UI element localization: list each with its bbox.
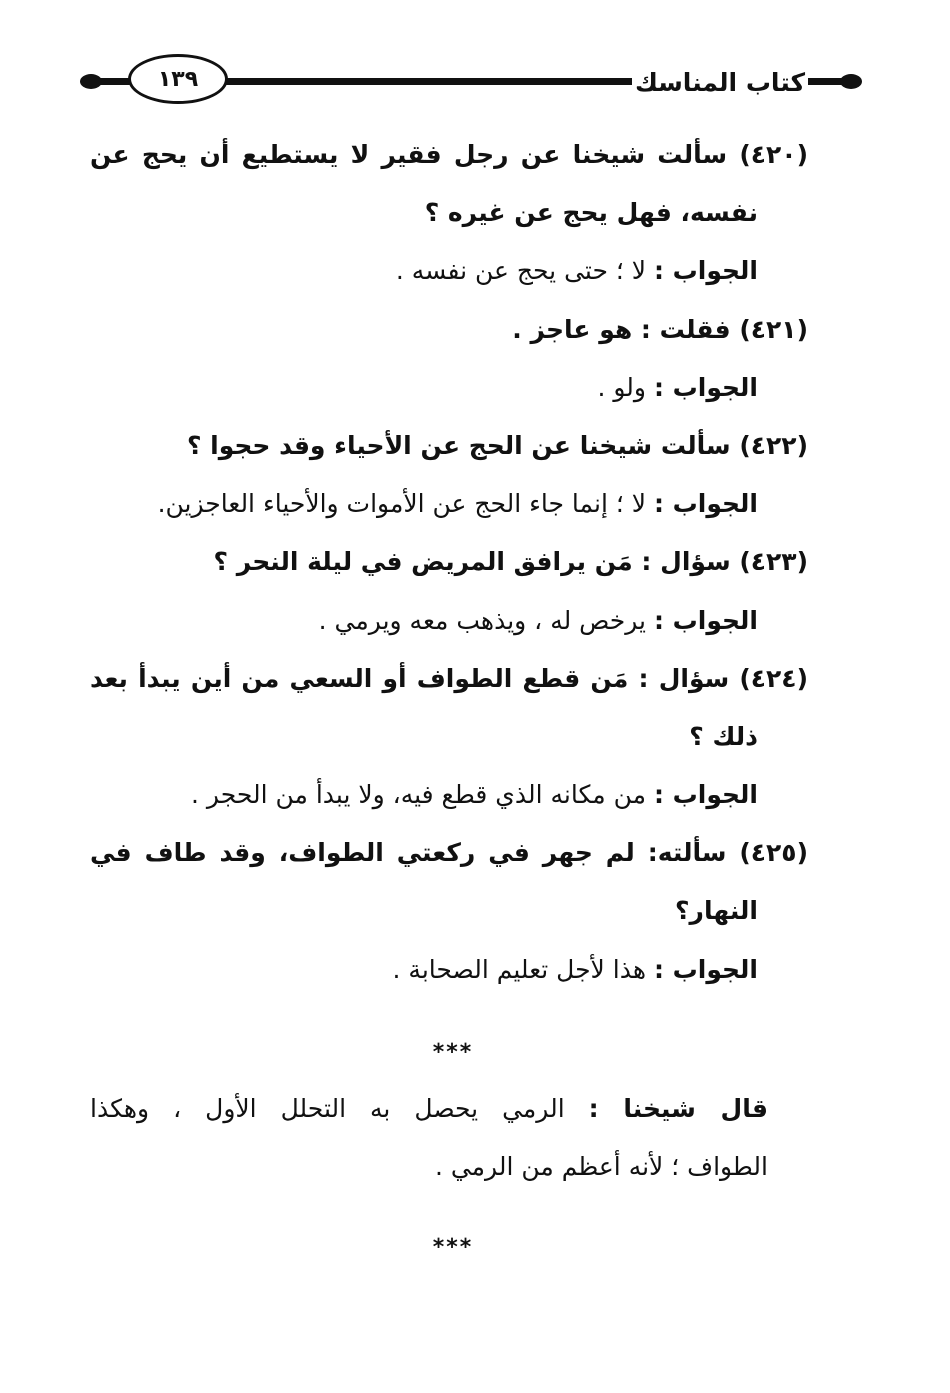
answer-text: لا ؛ إنما جاء الحج عن الأموات والأحياء العاجزين.: [157, 489, 654, 519]
answer-424: [90, 766, 808, 824]
running-title: [632, 58, 808, 106]
answer-label: الجواب :: [653, 954, 758, 984]
closing-line-2: الطواف ؛ لأنه أعظم من الرمي .: [434, 1152, 768, 1182]
question-421: (٤٢١) فقلت : هو عاجز .: [512, 314, 808, 344]
section-separator: ***: [432, 1040, 474, 1065]
question-424-line-1: (٤٢٤) سؤال : مَن قطع الطواف أو السعي من أين يبدأ بعد: [90, 663, 808, 693]
answer-label: الجواب :: [653, 372, 758, 402]
answer-label: الجواب :: [653, 489, 758, 519]
qa-content: [90, 126, 808, 999]
question-424-line-2: ذلك ؟: [689, 721, 758, 751]
closing-note: [90, 1080, 768, 1196]
question-420-line-1: (٤٢٠) سألت شيخنا عن رجل فقير لا يستطيع أن يحج عن: [90, 140, 808, 169]
header-ornament-left: [80, 74, 102, 89]
answer-425: [90, 941, 808, 999]
question-425-line-2: النهار؟: [675, 896, 758, 926]
question-423: (٤٢٣) سؤال : مَن يرافق المريض في ليلة النحر ؟: [213, 547, 808, 577]
page-number: ١٣٩: [157, 66, 199, 92]
answer-label: الجواب :: [653, 780, 758, 810]
closing-text-1: الرمي يحصل به التحلل الأول ، وهكذا: [90, 1094, 589, 1123]
answer-text: هذا لأجل تعليم الصحابة .: [392, 954, 654, 984]
closing-line-1: [90, 1080, 768, 1138]
answer-422: [90, 475, 808, 533]
answer-423: [90, 592, 808, 650]
answer-label: الجواب :: [653, 256, 758, 286]
question-422: (٤٢٢) سألت شيخنا عن الحج عن الأحياء وقد حجوا ؟: [186, 430, 808, 460]
question-420-line-2: نفسه، فهل يحج عن غيره ؟: [424, 198, 758, 228]
closing-label: قال شيخنا :: [588, 1094, 768, 1123]
page-header: [0, 50, 950, 114]
answer-label: الجواب :: [653, 605, 758, 635]
answer-text: من مكانه الذي قطع فيه، ولا يبدأ من الحجر .: [191, 780, 654, 810]
section-separator: ***: [432, 1235, 474, 1260]
answer-text: يرخص له ، ويذهب معه ويرمي .: [318, 605, 654, 635]
page-number-badge: [128, 54, 228, 104]
answer-text: لا ؛ حتى يحج عن نفسه .: [395, 256, 654, 286]
header-ornament-right: [840, 74, 862, 89]
book-title: كتاب المناسك: [634, 67, 806, 97]
question-425-line-1: (٤٢٥) سألته: لم جهر في ركعتي الطواف، وقد طاف في: [90, 838, 808, 868]
answer-text: ولو .: [597, 372, 654, 402]
answer-421: [90, 359, 808, 417]
answer-420: [90, 242, 808, 300]
